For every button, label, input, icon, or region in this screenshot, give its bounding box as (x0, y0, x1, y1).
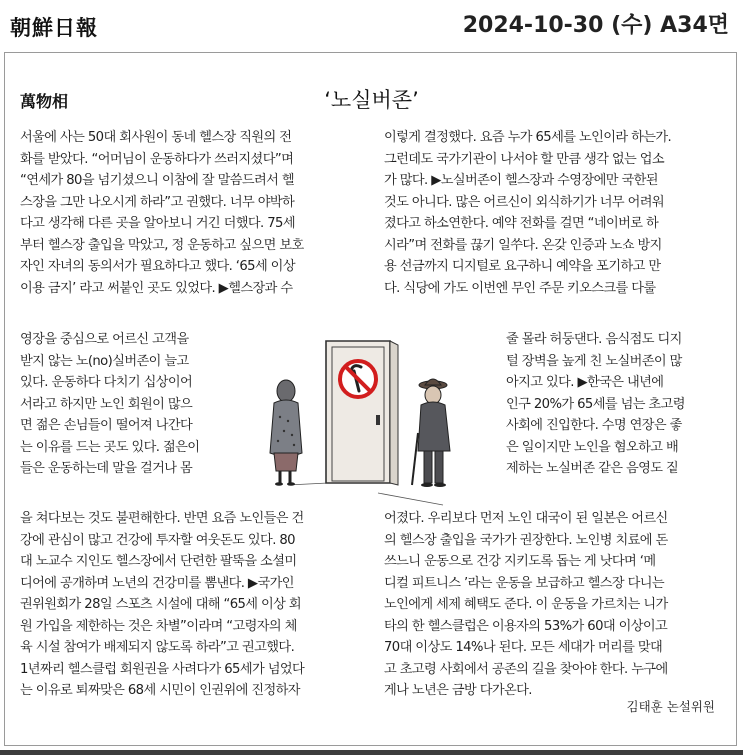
text-line: 원 가입을 제한하는 것은 차별”이라며 “고령자의 체 (20, 618, 297, 634)
text-line: 그런데도 국가기관이 나서야 할 만큼 생각 없는 업소 (384, 151, 665, 167)
text-line: 제하는 노실버존 같은 음영도 짙 (506, 461, 679, 476)
text-line: 면 젊은 손님들이 떨어져 나간다 (20, 418, 193, 433)
text-line: 고 초고령 사회에서 공존의 길을 찾아야 한다. 누구에 (384, 661, 668, 677)
body-text-left-bottom (20, 508, 304, 702)
text-line: 받지 않는 노(no)실버존이 늘고 (20, 353, 189, 369)
text-line: 부터 헬스장 출입을 막았고, 정 운동하고 싶으면 보호 (20, 237, 304, 253)
text-line: 은 일이지만 노인을 혐오하고 배 (506, 439, 679, 455)
body-text-left-narrow (20, 329, 199, 480)
text-line: 서라고 하지만 노인 회원이 많으 (20, 396, 193, 412)
text-line: 게나 노년은 금방 다가온다. (384, 683, 532, 698)
text-line: 들은 운동하는데 말을 걸거나 몸 (20, 461, 193, 476)
text-line: 가 많다. ▶노실버존이 헬스장과 수영장에만 국한된 (384, 173, 658, 188)
text-line: 서울에 사는 50대 회사원이 동네 헬스장 직원의 전 (20, 130, 292, 145)
section-label: 萬物相 (20, 92, 69, 111)
text-line: 졌다고 하소연한다. 예약 전화를 걸면 “네이버로 하 (384, 216, 659, 231)
text-line: 시라”며 전화를 끊기 일쑤다. 온갖 인증과 노쇼 방지 (384, 237, 662, 253)
text-line: 70대 이상도 14%나 된다. 모든 세대가 머리를 맞대 (384, 640, 663, 655)
text-line: 는 이유로 퇴짜맞은 68세 시민이 인권위에 진정하자 (20, 683, 300, 698)
elderly-man-figure-icon (412, 379, 450, 487)
text-line: 털 장벽을 높게 친 노실버존이 많 (506, 353, 682, 369)
text-line: 쓰느니 운동으로 건강 지키도록 돕는 게 낫다며 ‘메 (384, 554, 656, 569)
newspaper-logo: 朝鮮日報 (10, 15, 98, 40)
text-line: 강에 관심이 많고 건강에 투자할 여웃돈도 있다. 80 (20, 532, 295, 548)
body-text-right-narrow (506, 329, 685, 480)
text-line: 는 이유를 드는 곳도 있다. 젊은이 (20, 439, 200, 455)
text-line: 의 헬스장 출입을 국가가 권장한다. 노인병 치료에 돈 (384, 532, 668, 548)
byline: 김태훈 논설위원 (626, 699, 715, 714)
masthead (0, 0, 743, 52)
body-text-right-top (384, 127, 671, 299)
text-line: 을 쳐다보는 것도 불편해한다. 반면 요즘 노인들은 건 (20, 511, 304, 526)
text-line: 이용 금지’ 라고 써붙인 곳도 있었다. ▶헬스장과 수 (20, 280, 293, 296)
text-line: 디컬 피트니스 ’라는 운동을 보급하고 헬스장 다니는 (384, 575, 665, 591)
no-entry-sign-icon (340, 361, 376, 397)
text-line: 다. 식당에 가도 이번엔 무인 주문 키오스크를 다룰 (384, 280, 656, 296)
text-line: 자인 자녀의 동의서가 필요하다고 했다. ‘65세 이상 (20, 259, 295, 274)
text-line: “연세가 80을 넘기셨으니 이참에 잘 말씀드려서 헬 (20, 173, 295, 188)
text-line: 대 노교수 지인도 헬스장에서 단련한 팔뚝을 소셜미 (20, 554, 297, 569)
text-line: 타의 한 헬스클럽은 이용자의 53%가 60대 이상이고 (384, 618, 668, 634)
text-line: 것도 아니다. 많은 어르신이 외식하기가 너무 어려워 (384, 194, 665, 210)
cane-icon (412, 433, 418, 485)
text-line: 다고 생각해 다른 곳을 알아보니 거긴 더했다. 75세 (20, 216, 295, 231)
text-line: 용 선금까지 디지털로 요구하니 예약을 포기하고 만 (384, 259, 661, 274)
text-line: 영장을 중심으로 어르신 고객을 (20, 332, 189, 347)
floor-lines (288, 482, 443, 505)
text-line: 디어에 공개하며 노년의 건강미를 뽐낸다. ▶국가인 (20, 575, 294, 591)
illustration (228, 333, 500, 508)
text-line: 노인에게 세제 혜택도 준다. 이 운동을 가르치는 니가 (384, 597, 668, 612)
body-text-left-top (20, 127, 304, 299)
text-line: 사회에 진입한다. 수명 연장은 좋 (506, 418, 682, 433)
body-text-right-bottom (384, 508, 668, 702)
text-line: 어졌다. 우리보다 먼저 노인 대국이 된 일본은 어르신 (384, 511, 668, 526)
text-line: 줄 몰라 허둥댄다. 음식점도 디지 (506, 332, 682, 347)
door-handle (376, 415, 380, 425)
text-line: 인구 20%가 65세를 넘는 초고령 (506, 396, 685, 412)
text-line: 아지고 있다. ▶한국은 내년에 (506, 375, 664, 390)
text-line: 육 시설 참여가 배제되지 않도록 하라”고 권고했다. (20, 640, 295, 655)
text-line: 있다. 운동하다 다치기 십상이어 (20, 375, 193, 390)
publication-date-page: 2024-10-30 (수) A34면 (462, 13, 729, 38)
text-line: 1년짜리 헬스클럽 회원권을 사려다가 65세가 넘었다 (20, 661, 305, 677)
bottom-rule (0, 750, 743, 755)
text-line: 화를 받았다. “어머님이 운동하다가 쓰러지셨다”며 (20, 151, 294, 167)
elderly-woman-figure-icon (270, 380, 302, 486)
text-line: 스장을 그만 나오시게 하라”고 권했다. 너무 야박하 (20, 194, 295, 210)
article-headline: ‘노실버존’ (324, 88, 419, 112)
text-line: 이렇게 결정했다. 요즘 누가 65세를 노인이라 하는가. (384, 130, 672, 145)
text-line: 권위원회가 28일 스포츠 시설에 대해 “65세 이상 회 (20, 597, 302, 612)
